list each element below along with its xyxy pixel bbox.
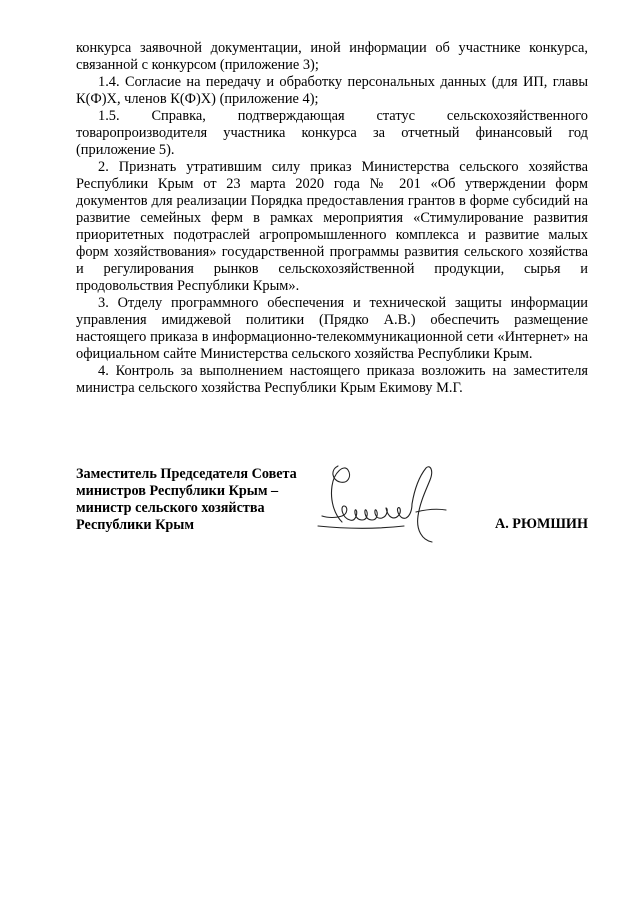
paragraph-1-3-continuation: конкурса заявочной документации, иной информации об участнике конкурса, связанной с конкурсом (приложение 3); [76,40,588,73]
document-body [76,40,588,397]
paragraph-3: 3. Отделу программного обеспечения и технической защиты информации управления имиджевой политики (Прядко А.В.) обеспечить размещение настоящего приказа в информационно-телекоммуникационной сети «Интернет» на официальном сайте Министерства сельского хозяйства Республики Крым. [76,295,588,362]
signatory-position [76,466,297,534]
paragraph-2: 2. Признать утратившим силу приказ Министерства сельского хозяйства Республики Крым от 23 марта 2020 года № 201 «Об утверждении форм документов для реализации Порядка предоставления грантов в форме субсидий на развитие семейных ферм в рамках мероприятия «Стимулирование развития приоритетных подотраслей агропромышленного комплекса и развитие малых форм хозяйствования» государственной программы развития сельского хозяйства и регулирования рынков сельскохозяйственной продукции, сырья и продовольствия Республики Крым». [76,159,588,294]
position-line: Республики Крым [76,517,195,533]
signer-name: А. РЮМШИН [494,516,588,532]
paragraph-1-4: 1.4. Согласие на передачу и обработку персональных данных (для ИП, главы К(Ф)Х, членов К(Ф)Х) (приложение 4); [76,74,588,107]
position-line: министр сельского хозяйства [76,500,265,516]
position-line: Заместитель Председателя Совета [76,466,297,482]
handwritten-signature [308,456,458,552]
paragraph-1-5: 1.5. Справка, подтверждающая статус сельскохозяйственного товаропроизводителя участника конкурса за отчетный финансовый год (приложение 5). [76,108,588,158]
paragraph-4: 4. Контроль за выполнением настоящего приказа возложить на заместителя министра сельского хозяйства Республики Крым Екимову М.Г. [76,363,588,396]
position-line: министров Республики Крым – [76,483,279,499]
